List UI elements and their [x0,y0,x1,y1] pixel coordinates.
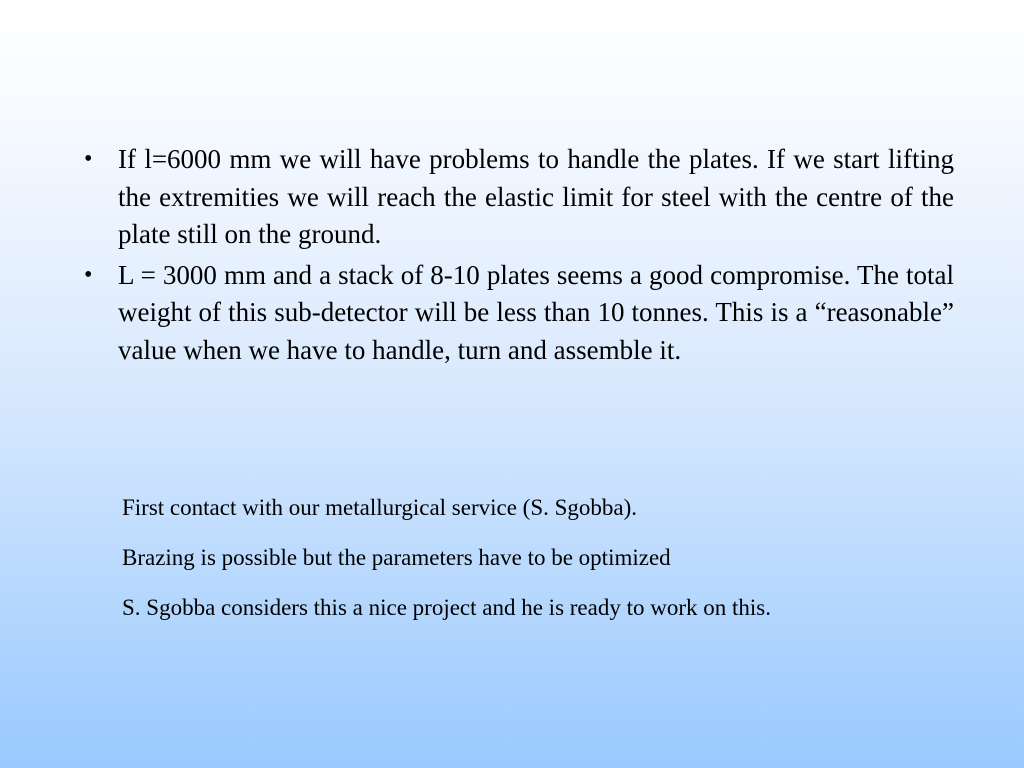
bullet-item [78,257,954,370]
bullet-text: If l=6000 mm we will have problems to handle the plates. If we start lifting the extremities we will reach the elastic limit for steel with the centre of the plate still on the ground. [118,144,954,249]
note-line: First contact with our metallurgical service (S. Sgobba). [122,495,638,520]
bullet-item [78,141,954,254]
bullet-text: L = 3000 mm and a stack of 8-10 plates seems a good compromise. The total weight of this sub-detector will be less than 10 tonnes. This is a “reasonable” value when we have to handle, turn and assemble it. [118,259,954,365]
bullet-marker: • [84,146,93,172]
note-line: Brazing is possible but the parameters have to be optimized [122,545,671,570]
notes-block [122,493,982,643]
bullet-marker: • [84,261,93,288]
bullet-list [78,141,954,372]
note-line: S. Sgobba considers this a nice project and he is ready to work on this. [122,595,771,620]
